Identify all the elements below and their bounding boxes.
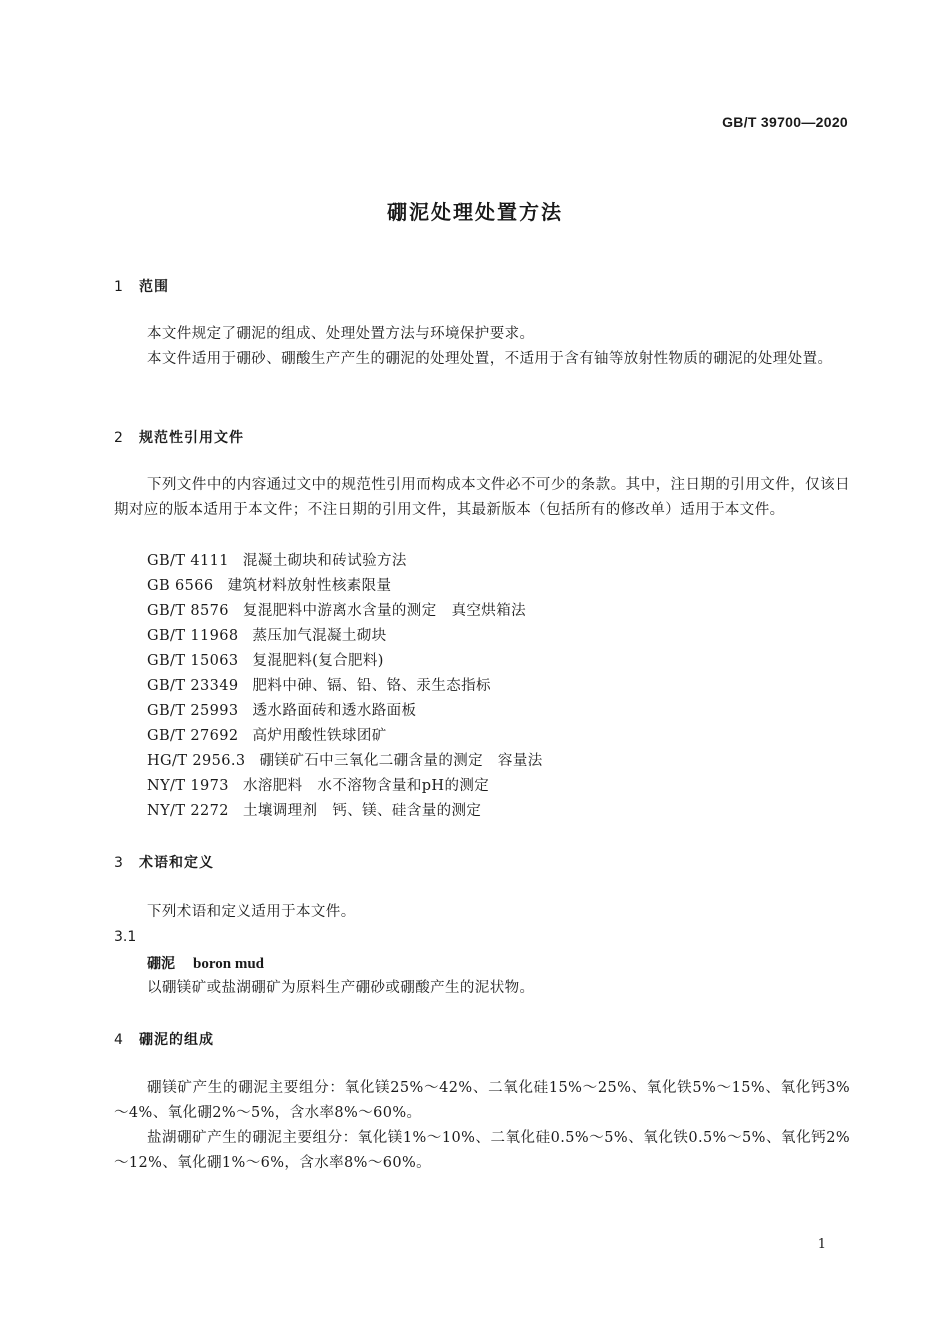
- section-2-intro: 下列文件中的内容通过文中的规范性引用而构成本文件必不可少的条款。其中，注日期的引用文件，仅该日期对应的版本适用于本文件；不注日期的引用文件，其最新版本（包括所有的修改单）适用于本文件。: [114, 477, 850, 518]
- reference-item: [147, 649, 384, 670]
- section-number: 4: [114, 1032, 124, 1048]
- section-4-heading: [114, 1029, 214, 1049]
- reference-item: [147, 724, 387, 745]
- reference-item: [147, 799, 481, 820]
- term-english: boron mud: [193, 956, 265, 972]
- reference-name: 硼镁矿石中三氧化二硼含量的测定 容量法: [259, 753, 543, 769]
- section-title: 硼泥的组成: [139, 1032, 214, 1048]
- reference-code: GB/T 23349: [147, 678, 239, 694]
- term-number: 3.1: [114, 929, 137, 945]
- section-2-heading: [114, 427, 244, 447]
- term-definition: 以硼镁矿或盐湖硼矿为原料生产硼砂或硼酸产生的泥状物。: [147, 980, 535, 996]
- reference-name: 复混肥料(复合肥料): [252, 653, 384, 669]
- reference-code: GB 6566: [147, 578, 214, 594]
- reference-item: [147, 699, 416, 720]
- section-3-heading: [114, 852, 214, 872]
- reference-item: [147, 549, 407, 570]
- section-1-para-1: 本文件规定了硼泥的组成、处理处置方法与环境保护要求。: [147, 326, 535, 342]
- reference-item: [147, 599, 526, 620]
- reference-item: [147, 674, 491, 695]
- reference-name: 土壤调理剂 钙、镁、硅含量的测定: [242, 803, 482, 819]
- reference-name: 复混肥料中游离水含量的测定 真空烘箱法: [242, 603, 527, 619]
- page-number: 1: [817, 1237, 826, 1252]
- reference-code: NY/T 1973: [147, 778, 229, 794]
- section-3-intro: 下列术语和定义适用于本文件。: [147, 904, 356, 920]
- reference-item: [147, 574, 391, 595]
- standard-code: GB/T 39700—2020: [722, 114, 848, 130]
- term-entry: [147, 953, 264, 973]
- section-number: 3: [114, 855, 124, 871]
- reference-name: 透水路面砖和透水路面板: [252, 703, 417, 719]
- reference-code: GB/T 25993: [147, 703, 239, 719]
- reference-code: GB/T 4111: [147, 553, 229, 569]
- reference-code: HG/T 2956.3: [147, 753, 246, 769]
- reference-name: 建筑材料放射性核素限量: [227, 578, 392, 594]
- section-title: 范围: [139, 279, 169, 295]
- reference-name: 混凝土砌块和砖试验方法: [242, 553, 407, 569]
- reference-code: GB/T 15063: [147, 653, 239, 669]
- reference-item: [147, 749, 543, 770]
- section-4-para-1: 硼镁矿产生的硼泥主要组分：氧化镁25%～42%、二氧化硅15%～25%、氧化铁5%～15%、氧化钙3%～4%、氧化硼2%～5%，含水率8%～60%。: [114, 1080, 850, 1121]
- section-number: 1: [114, 279, 124, 295]
- reference-code: NY/T 2272: [147, 803, 229, 819]
- section-1-heading: [114, 276, 169, 296]
- reference-code: GB/T 8576: [147, 603, 229, 619]
- section-4-para-2: 盐湖硼矿产生的硼泥主要组分：氧化镁1%～10%、二氧化硅0.5%～5%、氧化铁0.5%～5%、氧化钙2%～12%、氧化硼1%～6%，含水率8%～60%。: [114, 1130, 850, 1171]
- section-title: 术语和定义: [139, 855, 214, 871]
- reference-item: [147, 624, 387, 645]
- reference-name: 水溶肥料 水不溶物含量和pH的测定: [242, 778, 490, 794]
- section-title: 规范性引用文件: [139, 430, 244, 446]
- term-chinese: 硼泥: [147, 956, 175, 972]
- section-1-para-2: 本文件适用于硼砂、硼酸生产产生的硼泥的处理处置，不适用于含有铀等放射性物质的硼泥的处理处置。: [147, 351, 833, 367]
- reference-code: GB/T 11968: [147, 628, 239, 644]
- reference-name: 高炉用酸性铁球团矿: [252, 728, 387, 744]
- reference-item: [147, 774, 489, 795]
- reference-name: 蒸压加气混凝土砌块: [252, 628, 387, 644]
- reference-name: 肥料中砷、镉、铅、铬、汞生态指标: [252, 678, 491, 694]
- reference-code: GB/T 27692: [147, 728, 239, 744]
- section-number: 2: [114, 430, 124, 446]
- document-title: 硼泥处理处置方法: [387, 200, 563, 224]
